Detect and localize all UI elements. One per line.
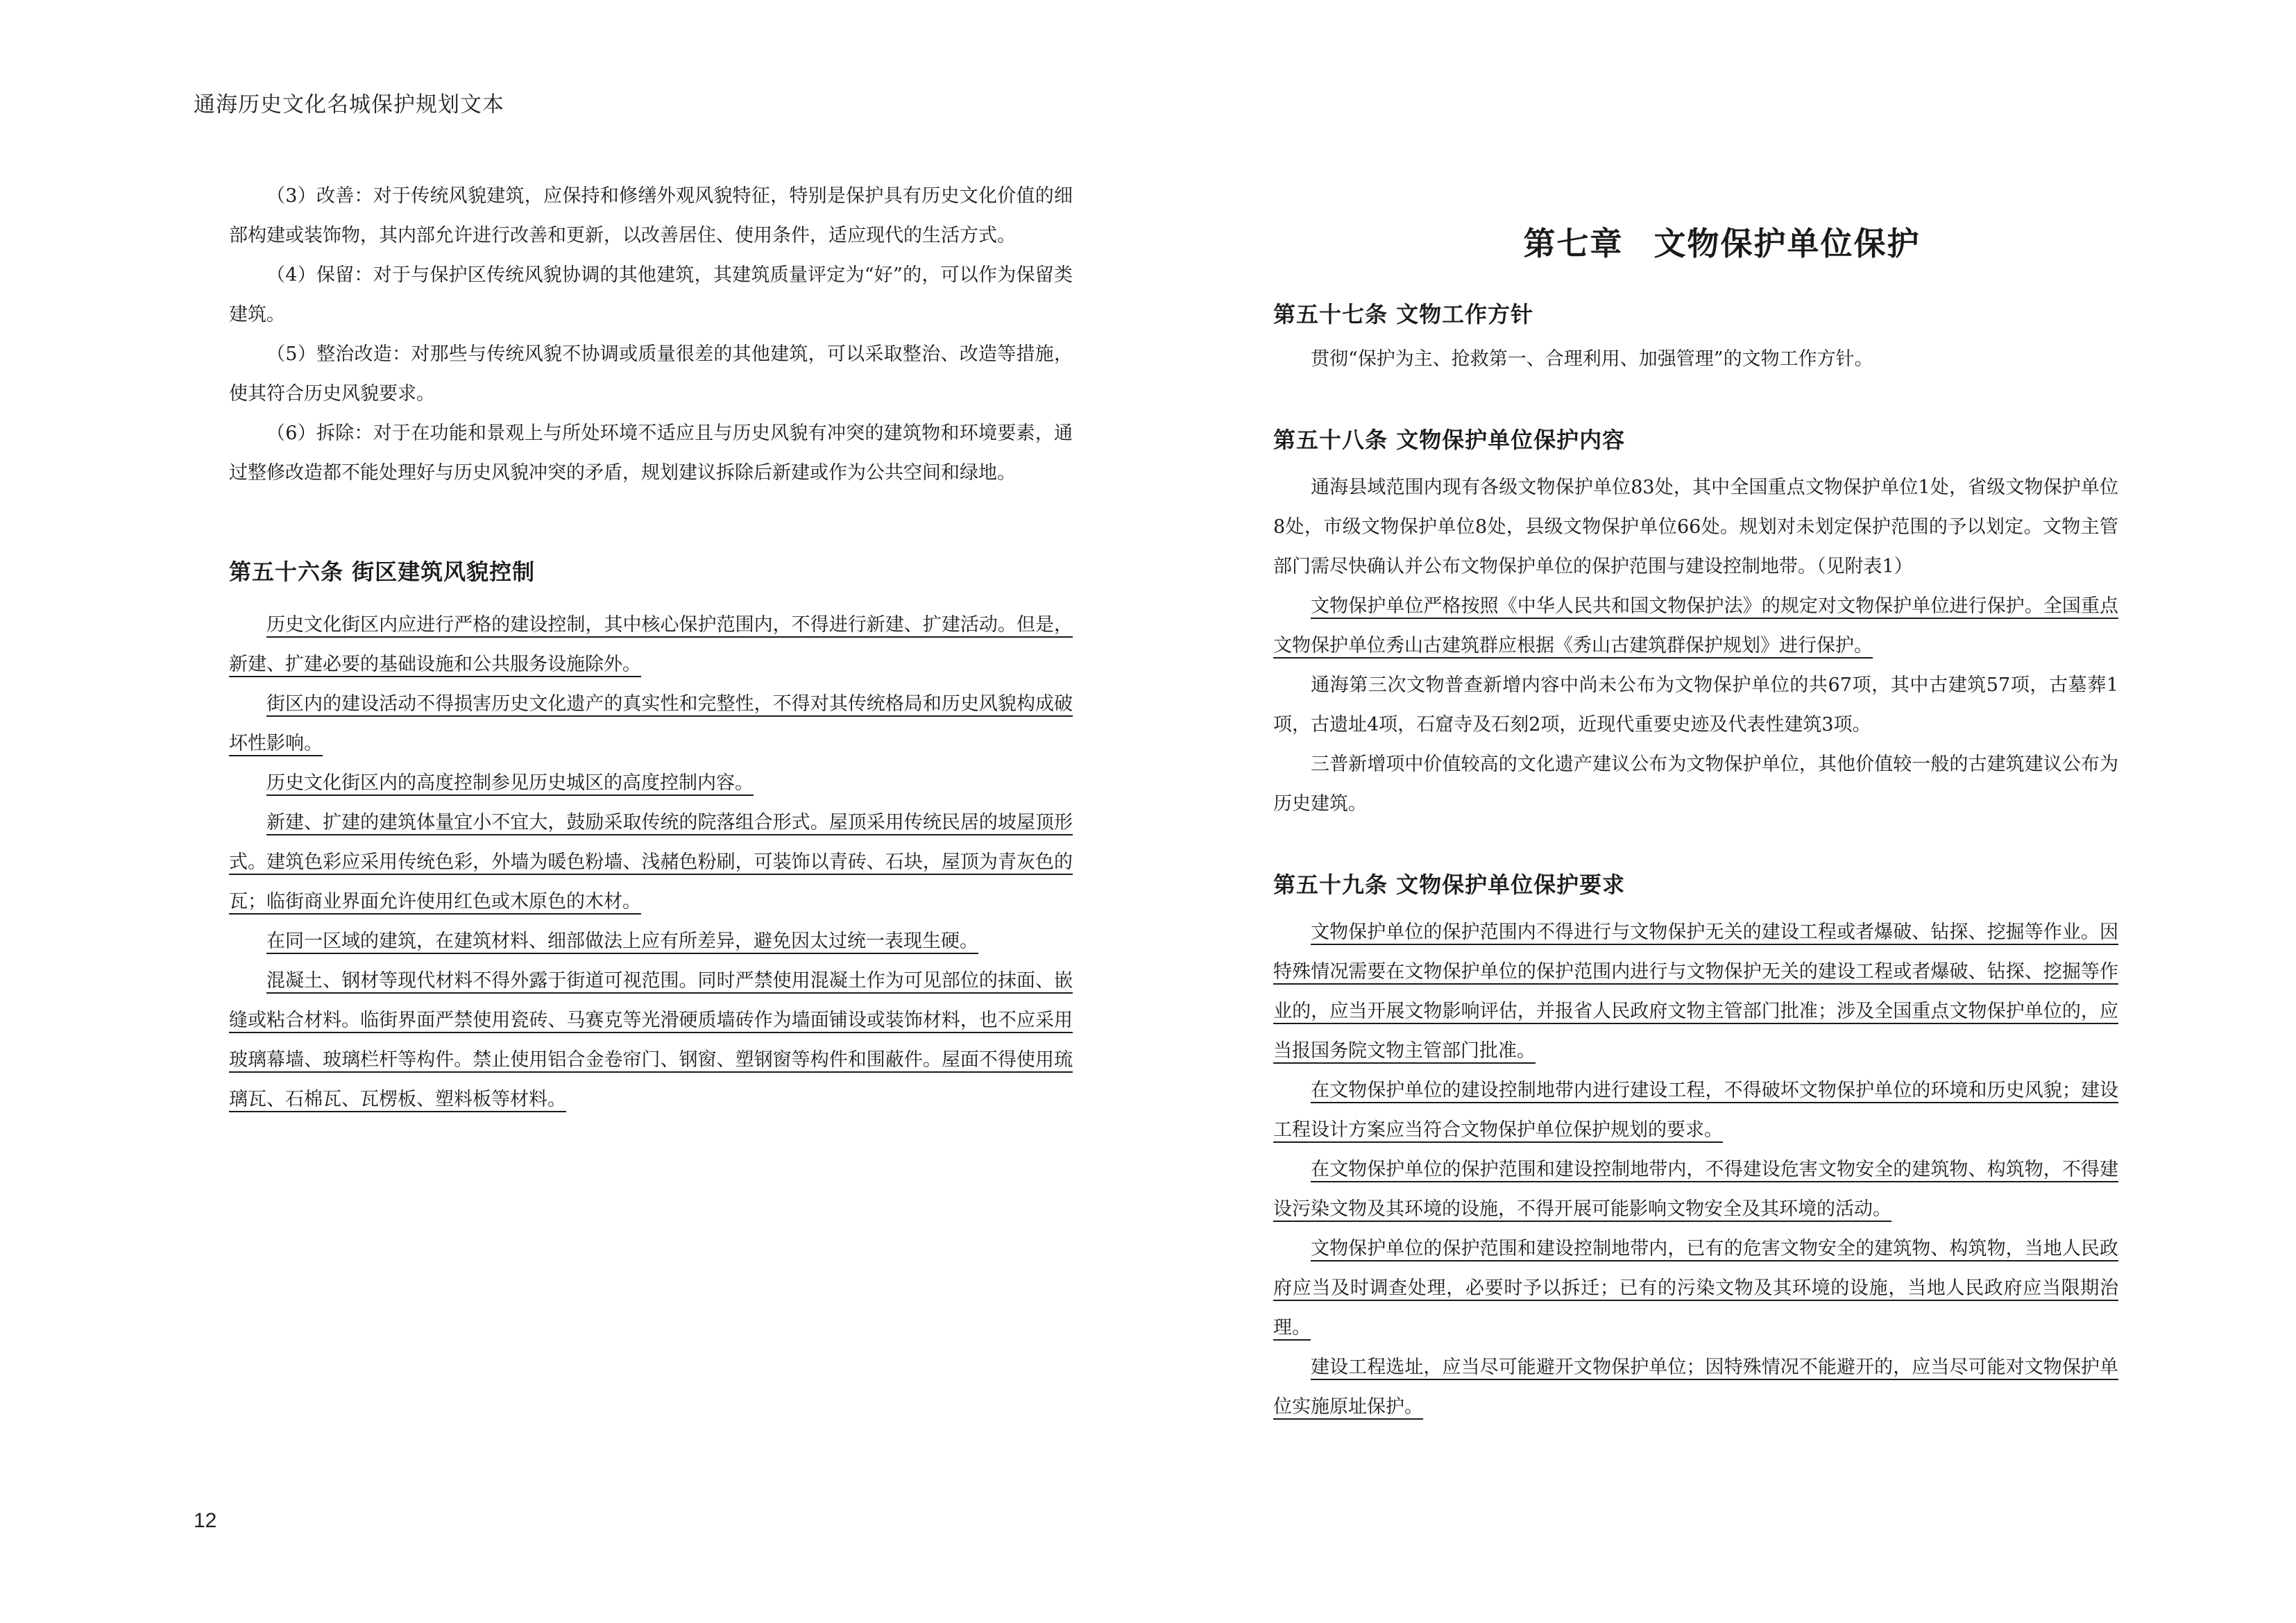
chapter-name: 文物保护单位保护 bbox=[1653, 225, 1921, 262]
article-57-title: 第五十七条 文物工作方针 bbox=[1273, 301, 1534, 328]
article-56-paragraph: 混凝土、钢材等现代材料不得外露于街道可视范围。同时严禁使用混凝土作为可见部位的抹面、嵌缝或粘合材料。临街界面严禁使用瓷砖、马赛克等光滑硬质墙砖作为墙面铺设或装饰材料，也不应采用玻璃幕墙、玻璃栏杆等构件。禁止使用铝合金卷帘门、钢窗、塑钢窗等构件和围蔽件。屋面不得使用琉璃瓦、石棉瓦、瓦楞板、塑料板等材料。 bbox=[229, 970, 1073, 1110]
article-59-paragraph: 在文物保护单位的建设控制地带内进行建设工程，不得破坏文物保护单位的环境和历史风貌；建设工程设计方案应当符合文物保护单位保护规划的要求。 bbox=[1273, 1080, 2118, 1141]
article-58-paragraph: 文物保护单位严格按照《中华人民共和国文物保护法》的规定对文物保护单位进行保护。全国重点文物保护单位秀山古建筑群应根据《秀山古建筑群保护规划》进行保护。 bbox=[1273, 595, 2118, 656]
intro-paragraph: （4）保留：对于与保护区传统风貌协调的其他建筑，其建筑质量评定为“好”的，可以作为保留类建筑。 bbox=[229, 264, 1073, 325]
right-column bbox=[1273, 295, 2118, 1427]
article-59-paragraph: 文物保护单位的保护范围内不得进行与文物保护无关的建设工程或者爆破、钻探、挖掘等作业。因特殊情况需要在文物保护单位的保护范围内进行与文物保护无关的建设工程或者爆破、钻探、挖掘等作业的，应当开展文物影响评估，并报省人民政府文物主管部门批准；涉及全国重点文物保护单位的，应当报国务院文物主管部门批准。 bbox=[1273, 921, 2118, 1062]
article-59-paragraph: 建设工程选址，应当尽可能避开文物保护单位；因特殊情况不能避开的，应当尽可能对文物保护单位实施原址保护。 bbox=[1273, 1357, 2118, 1418]
article-58-paragraph: 通海第三次文物普查新增内容中尚未公布为文物保护单位的共67项，其中古建筑57项，古墓葬1项，古遗址4项，石窟寺及石刻2项，近现代重要史迹及代表性建筑3项。 bbox=[1273, 674, 2118, 736]
article-59-paragraph: 在文物保护单位的保护范围和建设控制地带内，不得建设危害文物安全的建筑物、构筑物，不得建设污染文物及其环境的设施，不得开展可能影响文物安全及其环境的活动。 bbox=[1273, 1159, 2118, 1220]
article-56-paragraph: 历史文化街区内应进行严格的建设控制，其中核心保护范围内，不得进行新建、扩建活动。但是，新建、扩建必要的基础设施和公共服务设施除外。 bbox=[229, 614, 1073, 675]
article-58-paragraph: 三普新增项中价值较高的文化遗产建议公布为文物保护单位，其他价值较一般的古建筑建议公布为历史建筑。 bbox=[1273, 754, 2118, 815]
intro-paragraph: （3）改善：对于传统风貌建筑，应保持和修缮外观风貌特征，特别是保护具有历史文化价值的细部构建或装饰物，其内部允许进行改善和更新，以改善居住、使用条件，适应现代的生活方式。 bbox=[229, 185, 1073, 246]
right-page bbox=[1148, 0, 2296, 1623]
article-58-paragraph: 通海县域范围内现有各级文物保护单位83处，其中全国重点文物保护单位1处，省级文物保护单位8处，市级文物保护单位8处，县级文物保护单位66处。规划对未划定保护范围的予以划定。文物主管部门需尽快确认并公布文物保护单位的保护范围与建设控制地带。（见附表1） bbox=[1273, 477, 2118, 577]
article-56-paragraph: 历史文化街区内的高度控制参见历史城区的高度控制内容。 bbox=[266, 772, 754, 794]
article-56-title: 第五十六条 街区建筑风貌控制 bbox=[229, 559, 536, 585]
chapter-number: 第七章 bbox=[1523, 225, 1624, 262]
article-56-paragraph: 新建、扩建的建筑体量宜小不宜大，鼓励采取传统的院落组合形式。屋顶采用传统民居的坡屋顶形式。建筑色彩应采用传统色彩，外墙为暖色粉墙、浅赭色粉刷，可装饰以青砖、石块，屋顶为青灰色的瓦；临街商业界面允许使用红色或木原色的木材。 bbox=[229, 812, 1073, 912]
intro-paragraph: （5）整治改造：对那些与传统风貌不协调或质量很差的其他建筑，可以采取整治、改造等措施，使其符合历史风貌要求。 bbox=[229, 343, 1073, 405]
article-59-paragraph: 文物保护单位的保护范围和建设控制地带内，已有的危害文物安全的建筑物、构筑物，当地人民政府应当及时调查处理，必要时予以拆迁；已有的污染文物及其环境的设施，当地人民政府应当限期治理。 bbox=[1273, 1238, 2118, 1339]
article-56-paragraph: 街区内的建设活动不得损害历史文化遗产的真实性和完整性，不得对其传统格局和历史风貌构成破坏性影响。 bbox=[229, 693, 1073, 754]
page-number: 12 bbox=[194, 1509, 217, 1532]
article-56-paragraph: 在同一区域的建筑，在建筑材料、细部做法上应有所差异，避免因太过统一表现生硬。 bbox=[266, 931, 978, 952]
article-59-title: 第五十九条 文物保护单位保护要求 bbox=[1273, 872, 1626, 898]
chapter-title bbox=[1148, 219, 2296, 264]
article-57-paragraph: 贯彻“保护为主、抢救第一、合理利用、加强管理”的文物工作方针。 bbox=[1311, 348, 1873, 370]
intro-paragraph: （6）拆除：对于在功能和景观上与所处环境不适应且与历史风貌有冲突的建筑物和环境要素，通过整修改造都不能处理好与历史风貌冲突的矛盾，规划建议拆除后新建或作为公共空间和绿地。 bbox=[229, 423, 1073, 484]
article-58-title: 第五十八条 文物保护单位保护内容 bbox=[1273, 427, 1626, 453]
left-column bbox=[229, 176, 1073, 1119]
running-header: 通海历史文化名城保护规划文本 bbox=[194, 92, 504, 117]
